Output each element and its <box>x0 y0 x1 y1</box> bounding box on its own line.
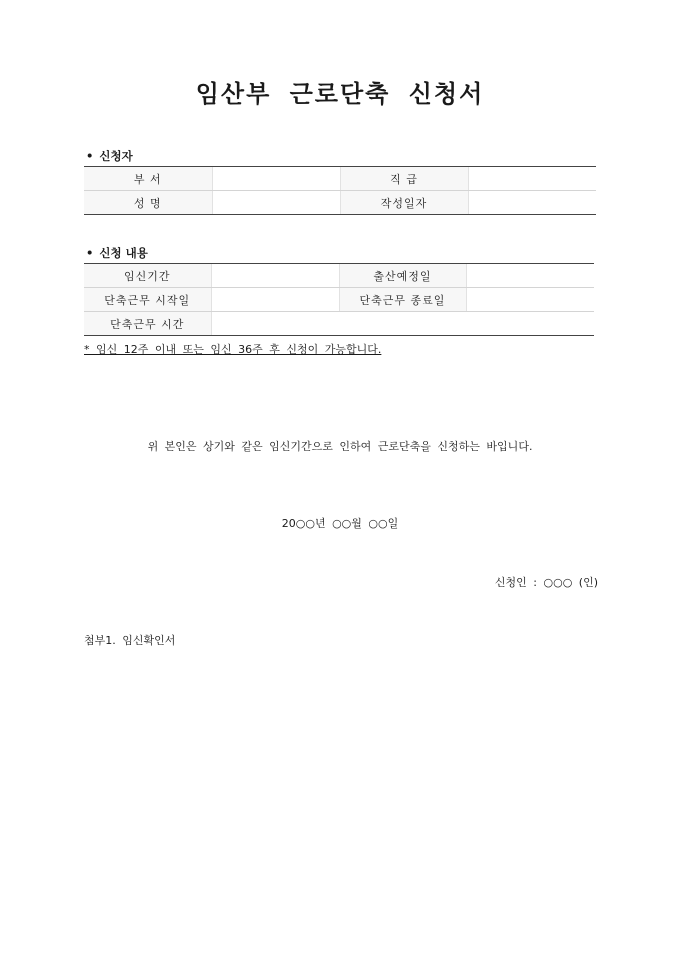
content-section-heading <box>86 245 148 261</box>
due-date-field[interactable] <box>466 264 594 288</box>
applicant-heading-label: 신청자 <box>99 149 133 163</box>
written-date-label: 작성일자 <box>340 191 468 215</box>
declaration-statement: 위 본인은 상기와 같은 임신기간으로 인하여 근로단축을 신청하는 바입니다. <box>147 440 533 453</box>
request-content-table <box>84 263 594 336</box>
signature-line: 신청인 : ○○○ (인) <box>494 576 598 589</box>
applicant-section-heading <box>86 148 133 164</box>
reduction-start-field[interactable] <box>211 288 339 312</box>
written-date-field[interactable] <box>468 191 596 215</box>
table-row <box>84 288 594 312</box>
bullet-icon: • <box>86 149 94 163</box>
applicant-table <box>84 166 596 215</box>
department-label: 부 서 <box>84 167 212 191</box>
reduction-hours-field[interactable] <box>211 312 594 336</box>
eligibility-note: * 임신 12주 이내 또는 임신 36주 후 신청이 가능합니다. <box>84 343 382 356</box>
pregnancy-period-field[interactable] <box>211 264 339 288</box>
table-row <box>84 167 596 191</box>
attachment-line: 첨부1. 임신확인서 <box>84 634 176 647</box>
name-field[interactable] <box>212 191 340 215</box>
table-row <box>84 312 594 336</box>
document-title: 임산부 근로단축 신청서 <box>195 80 485 108</box>
date-line: 20○○년 ○○월 ○○일 <box>281 517 399 530</box>
reduction-hours-label: 단축근무 시간 <box>84 312 211 336</box>
rank-label: 직 급 <box>340 167 468 191</box>
department-field[interactable] <box>212 167 340 191</box>
reduction-start-label: 단축근무 시작일 <box>84 288 211 312</box>
name-label: 성 명 <box>84 191 212 215</box>
content-heading-label: 신청 내용 <box>99 246 148 260</box>
reduction-end-label: 단축근무 종료일 <box>339 288 466 312</box>
rank-field[interactable] <box>468 167 596 191</box>
table-row <box>84 191 596 215</box>
reduction-end-field[interactable] <box>466 288 594 312</box>
due-date-label: 출산예정일 <box>339 264 466 288</box>
bullet-icon: • <box>86 246 94 260</box>
table-row <box>84 264 594 288</box>
pregnancy-period-label: 임신기간 <box>84 264 211 288</box>
